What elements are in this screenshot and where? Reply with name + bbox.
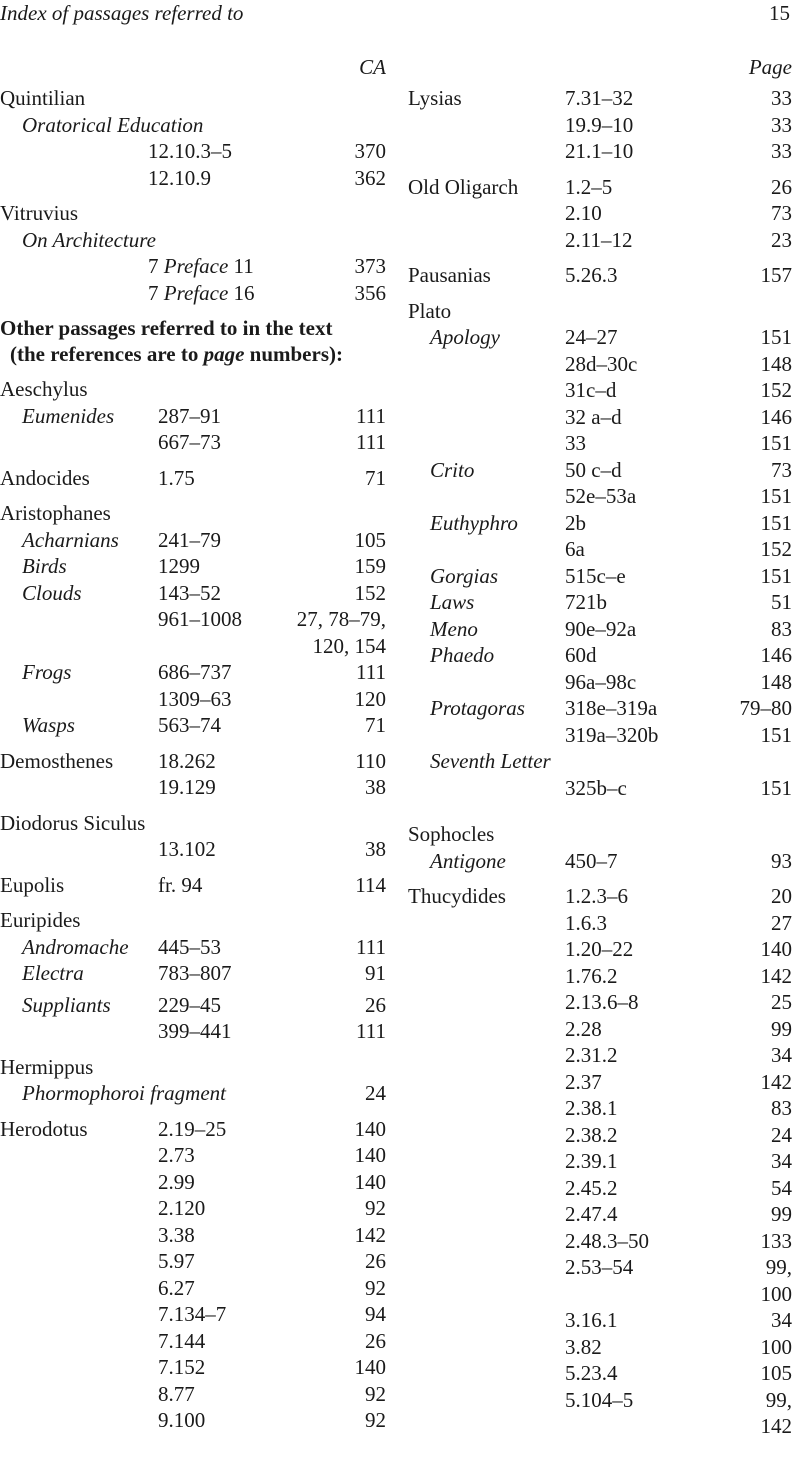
passage-ref: 12.10.9 <box>148 165 211 190</box>
passage-ref: 24–27 <box>565 325 618 349</box>
page-ref: 140 <box>354 1143 386 1167</box>
page-ref: 27 <box>771 910 792 935</box>
page-ref: 26 <box>365 992 386 1017</box>
page-ref: 111 <box>356 1019 386 1043</box>
passage-ref: 2.37 <box>565 1069 602 1094</box>
index-row <box>0 1222 386 1249</box>
work-title: Oratorical Education <box>22 112 204 137</box>
author-name: Lysias <box>408 86 462 110</box>
page-ref: 151 <box>760 431 792 455</box>
author-name: Plato <box>408 298 452 323</box>
index-row <box>408 510 792 537</box>
page-ref: 99, <box>765 1255 792 1279</box>
index-row <box>408 848 792 875</box>
page-ref: 148 <box>760 669 792 694</box>
author-name: Old Oligarch <box>408 174 519 199</box>
index-row <box>0 1142 386 1169</box>
work-title: On Architecture <box>22 227 156 252</box>
index-row <box>408 536 792 563</box>
index-entry-hermippus <box>0 1054 386 1107</box>
index-entry-andocides <box>0 465 386 492</box>
work-title: Crito <box>430 457 475 482</box>
passage-ref: 31c–d <box>565 378 617 402</box>
page-ref: 92 <box>365 1196 386 1220</box>
passage-ref: 96a–98c <box>565 669 637 694</box>
passage-ref: 1299 <box>158 554 200 578</box>
index-row <box>0 1169 386 1196</box>
passage-ref: 52e–53a <box>565 484 637 508</box>
page-ref: 73 <box>771 201 792 225</box>
index-row <box>0 1116 386 1143</box>
passage-ref: 19.129 <box>158 775 216 799</box>
passage-ref: 7 Preface 16 <box>148 280 255 305</box>
page-ref: 140 <box>354 1169 386 1194</box>
page-ref: 92 <box>365 1275 386 1300</box>
page-ref: 133 <box>760 1228 792 1253</box>
index-row <box>408 589 792 616</box>
passage-ref: 318e–319a <box>565 696 658 720</box>
passage-ref: 7.144 <box>158 1328 206 1353</box>
author-name: Hermippus <box>0 1054 94 1079</box>
page-ref: 146 <box>760 643 792 667</box>
page-ref: 93 <box>771 848 792 873</box>
passage-ref: 7.31–32 <box>565 86 634 110</box>
index-row <box>408 138 792 165</box>
page-ref: 25 <box>771 990 792 1014</box>
index-row <box>0 1407 386 1434</box>
page-ref: 148 <box>760 351 792 376</box>
author-name: Demosthenes <box>0 748 114 773</box>
index-row <box>408 821 792 848</box>
index-row <box>408 748 792 775</box>
passage-ref: 563–74 <box>158 713 221 737</box>
index-entry-plato <box>408 298 792 802</box>
page-ref: 140 <box>760 937 792 961</box>
passage-ref: 21.1–10 <box>565 139 634 163</box>
work-title: Protagoras <box>430 696 525 720</box>
page-ref: 140 <box>354 1355 386 1379</box>
passage-ref: 18.262 <box>158 748 216 773</box>
index-row <box>408 1122 792 1149</box>
passage-ref: 2.10 <box>565 201 602 225</box>
section-note: Other passages referred to in the text (the references are to page numbers): <box>0 316 343 366</box>
page-ref: 159 <box>354 554 386 578</box>
left-index-column <box>0 54 386 1443</box>
passage-ref: 2.19–25 <box>158 1116 227 1141</box>
passage-ref: 33 <box>565 431 586 455</box>
index-row <box>0 1275 386 1302</box>
passage-ref: 5.104–5 <box>565 1387 634 1412</box>
passage-ref: 961–1008 <box>158 607 242 631</box>
index-entry-quintilian <box>0 85 386 191</box>
index-row <box>408 1334 792 1361</box>
passage-ref: 1.2–5 <box>565 174 613 199</box>
index-row <box>0 1381 386 1408</box>
index-row <box>408 1387 792 1414</box>
index-row <box>408 1095 792 1122</box>
index-row <box>0 1354 386 1381</box>
page-ref: 152 <box>760 537 792 561</box>
index-entry-vitruvius <box>0 200 386 306</box>
index-entry-old-oligarch <box>408 174 792 254</box>
page-ref: 157 <box>760 263 792 287</box>
index-row <box>408 989 792 1016</box>
passage-ref: 2.73 <box>158 1143 195 1167</box>
index-row <box>408 722 792 749</box>
page-ref: 34 <box>771 1149 792 1173</box>
page-ref: 105 <box>760 1361 792 1385</box>
index-row <box>408 1413 792 1440</box>
passage-ref: 3.38 <box>158 1222 195 1247</box>
passage-ref: 2b <box>565 510 586 535</box>
author-name: Thucydides <box>408 884 506 908</box>
passage-ref: 1.76.2 <box>565 963 618 988</box>
page-ref: 99 <box>771 1016 792 1041</box>
author-name: Eupolis <box>0 872 65 897</box>
column-heading-ca: CA <box>359 55 386 79</box>
index-row <box>408 883 792 910</box>
work-title: Acharnians <box>22 527 119 552</box>
index-row <box>408 695 792 722</box>
index-entry-pausanias <box>408 262 792 289</box>
passage-ref: 241–79 <box>158 527 221 552</box>
index-row <box>408 1042 792 1069</box>
author-name: Andocides <box>0 465 90 490</box>
index-row <box>408 1360 792 1387</box>
work-title: Euthyphro <box>430 510 518 535</box>
passage-ref: 1309–63 <box>158 686 232 711</box>
passage-ref: 32 a–d <box>565 404 622 429</box>
index-row <box>408 563 792 590</box>
page-number: 15 <box>769 1 790 25</box>
index-entry-sophocles <box>408 821 792 874</box>
page-ref: 27, 78–79, <box>296 607 386 631</box>
page-ref: 26 <box>771 174 792 199</box>
page-ref: 120 <box>354 686 386 711</box>
index-entry-demosthenes <box>0 748 386 801</box>
index-row <box>408 936 792 963</box>
page-ref: 92 <box>365 1408 386 1432</box>
index-entry-diodorus-siculus <box>0 810 386 863</box>
work-title: Antigone <box>430 848 506 873</box>
index-entry-aristophanes <box>0 500 386 739</box>
passage-ref: 5.97 <box>158 1249 195 1273</box>
work-title: Birds <box>22 554 67 578</box>
work-title: Suppliants <box>22 992 111 1017</box>
right-index-column <box>408 54 792 1449</box>
author-name: Aristophanes <box>0 501 111 525</box>
page-ref: 110 <box>355 748 386 773</box>
page-ref: 79–80 <box>739 696 792 720</box>
passage-ref: 2.53–54 <box>565 1255 634 1279</box>
page-ref: 71 <box>365 465 386 490</box>
index-row <box>408 1307 792 1334</box>
work-title: Wasps <box>22 713 75 737</box>
page-ref: 100 <box>760 1334 792 1359</box>
passage-ref: 450–7 <box>565 848 618 873</box>
passage-ref: 90e–92a <box>565 616 637 641</box>
index-row <box>408 430 792 457</box>
passage-ref: 50 c–d <box>565 457 622 482</box>
index-row <box>408 174 792 201</box>
index-row <box>408 483 792 510</box>
work-title: Seventh Letter <box>430 749 551 773</box>
page-ref: 151 <box>760 325 792 349</box>
work-title: Phormophoroi fragment <box>22 1081 226 1105</box>
page-ref: 94 <box>365 1302 386 1326</box>
page-ref: 114 <box>355 872 386 897</box>
author-name: Herodotus <box>0 1116 88 1141</box>
page-ref: 99, <box>765 1387 792 1412</box>
passage-ref: 60d <box>565 643 597 667</box>
passage-ref: 445–53 <box>158 934 221 959</box>
page-ref: 34 <box>771 1308 792 1332</box>
passage-ref: 325b–c <box>565 775 627 800</box>
page-ref: 142 <box>354 1222 386 1247</box>
index-row <box>0 1195 386 1222</box>
page-ref: 38 <box>365 837 386 861</box>
passage-ref: 6a <box>565 537 585 561</box>
index-row <box>0 1328 386 1355</box>
index-row <box>408 351 792 378</box>
passage-ref: 2.48.3–50 <box>565 1228 649 1253</box>
passage-ref: 6.27 <box>158 1275 195 1300</box>
passage-ref: 1.20–22 <box>565 937 634 961</box>
author-name: Pausanias <box>408 263 491 287</box>
passage-ref: 9.100 <box>158 1408 206 1432</box>
index-row <box>408 377 792 404</box>
page-ref: 151 <box>760 775 792 800</box>
page-ref: 20 <box>771 884 792 908</box>
page-ref: 105 <box>354 527 386 552</box>
passage-ref: 7.134–7 <box>158 1302 227 1326</box>
author-name: Aeschylus <box>0 377 88 401</box>
page-ref: 23 <box>771 227 792 252</box>
passage-ref: 399–441 <box>158 1019 232 1043</box>
work-title: Laws <box>430 590 475 614</box>
work-title: Frogs <box>22 660 72 684</box>
page-ref: 83 <box>771 616 792 641</box>
passage-ref: 3.16.1 <box>565 1308 618 1332</box>
index-entry-lysias <box>408 85 792 165</box>
work-title: Phaedo <box>430 643 495 667</box>
work-title: Gorgias <box>430 563 499 588</box>
page-ref: 142 <box>760 1414 792 1438</box>
index-row <box>408 1016 792 1043</box>
page-ref: 111 <box>356 660 386 684</box>
passage-ref: 5.23.4 <box>565 1361 618 1385</box>
page-ref: 24 <box>771 1122 792 1147</box>
passage-ref: 1.75 <box>158 465 195 490</box>
passage-ref: 28d–30c <box>565 351 638 376</box>
index-row <box>408 1148 792 1175</box>
page-ref: 151 <box>760 510 792 535</box>
index-entry-herodotus <box>0 1116 386 1434</box>
passage-ref: 2.47.4 <box>565 1202 618 1226</box>
work-title: Andromache <box>22 934 129 959</box>
index-entry-euripides <box>0 907 386 1045</box>
passage-ref: 667–73 <box>158 430 221 454</box>
page-ref: 38 <box>365 775 386 799</box>
passage-ref: 721b <box>565 590 607 614</box>
passage-ref: 2.45.2 <box>565 1175 618 1200</box>
passage-ref: 143–52 <box>158 580 221 605</box>
work-title: Clouds <box>22 580 82 605</box>
page-ref: 152 <box>760 378 792 402</box>
page-ref: 26 <box>365 1328 386 1353</box>
index-row <box>408 262 792 289</box>
passage-ref: 8.77 <box>158 1381 195 1406</box>
index-row <box>408 963 792 990</box>
passage-ref: 2.38.2 <box>565 1122 618 1147</box>
index-row <box>408 1228 792 1255</box>
page-ref: 24 <box>365 1081 386 1105</box>
running-header-title: Index of passages referred to <box>0 1 244 25</box>
passage-ref: 319a–320b <box>565 722 659 747</box>
column-heading-page: Page <box>748 55 792 79</box>
passage-ref: 1.2.3–6 <box>565 884 628 908</box>
passage-ref: 2.120 <box>158 1196 206 1220</box>
author-name: Vitruvius <box>0 201 79 225</box>
author-name: Diodorus Siculus <box>0 810 146 835</box>
page-ref: 71 <box>365 713 386 737</box>
passage-ref: 7 Preface 11 <box>148 254 254 278</box>
author-name: Sophocles <box>408 822 495 846</box>
index-entry-aeschylus <box>0 376 386 456</box>
passage-ref: 13.102 <box>158 837 216 861</box>
index-row <box>408 1254 792 1281</box>
page-ref: 142 <box>760 1069 792 1094</box>
passage-ref: 229–45 <box>158 992 221 1017</box>
passage-ref: 515c–e <box>565 563 626 588</box>
passage-ref: fr. 94 <box>158 872 203 897</box>
page-ref: 92 <box>365 1381 386 1406</box>
index-entry-thucydides <box>408 883 792 1440</box>
index-row <box>408 775 792 802</box>
index-row <box>408 1069 792 1096</box>
page-ref: 33 <box>771 139 792 163</box>
index-row <box>408 1175 792 1202</box>
index-row <box>408 1281 792 1308</box>
page-ref: 151 <box>760 484 792 508</box>
page-ref: 100 <box>760 1281 792 1306</box>
page-ref: 120, 154 <box>312 633 386 658</box>
index-row <box>408 669 792 696</box>
page-ref: 151 <box>760 563 792 588</box>
page-ref: 370 <box>354 139 386 163</box>
index-row <box>0 1248 386 1275</box>
passage-ref: 783–807 <box>158 961 232 985</box>
index-row <box>0 1301 386 1328</box>
passage-ref: 19.9–10 <box>565 112 634 137</box>
passage-ref: 2.11–12 <box>565 227 633 252</box>
passage-ref: 287–91 <box>158 403 221 428</box>
page-ref: 111 <box>356 403 386 428</box>
page-ref: 34 <box>771 1043 792 1067</box>
page-ref: 151 <box>760 722 792 747</box>
page-ref: 51 <box>771 590 792 614</box>
page-ref: 142 <box>760 963 792 988</box>
passage-ref: 2.39.1 <box>565 1149 618 1173</box>
work-title: Apology <box>430 325 500 349</box>
page-ref: 33 <box>771 112 792 137</box>
page-ref: 111 <box>356 430 386 454</box>
passage-ref: 686–737 <box>158 660 232 684</box>
index-row <box>408 457 792 484</box>
author-name: Euripides <box>0 908 81 932</box>
page-ref: 140 <box>354 1116 386 1141</box>
page-ref: 99 <box>771 1202 792 1226</box>
work-title: Electra <box>22 961 84 985</box>
page-ref: 33 <box>771 86 792 110</box>
work-title: Eumenides <box>22 403 115 428</box>
page-ref: 356 <box>354 280 386 305</box>
index-row <box>408 227 792 254</box>
passage-ref: 1.6.3 <box>565 910 607 935</box>
page-ref: 26 <box>365 1249 386 1273</box>
index-row <box>408 616 792 643</box>
passage-ref: 2.31.2 <box>565 1043 618 1067</box>
index-row <box>408 910 792 937</box>
index-row <box>408 324 792 351</box>
index-row <box>408 642 792 669</box>
page-ref: 373 <box>354 254 386 278</box>
page-ref: 152 <box>354 580 386 605</box>
index-row <box>408 112 792 139</box>
index-row <box>408 404 792 431</box>
page-ref: 362 <box>354 165 386 190</box>
passage-ref: 3.82 <box>565 1334 602 1359</box>
passage-ref: 12.10.3–5 <box>148 139 232 163</box>
author-name: Quintilian <box>0 86 86 110</box>
passage-ref: 2.28 <box>565 1016 602 1041</box>
page-ref: 73 <box>771 457 792 482</box>
index-row <box>408 298 792 325</box>
page-ref: 146 <box>760 404 792 429</box>
index-row <box>408 85 792 112</box>
passage-ref: 2.38.1 <box>565 1096 618 1120</box>
page-ref: 91 <box>365 961 386 985</box>
passage-ref: 2.13.6–8 <box>565 990 639 1014</box>
passage-ref: 7.152 <box>158 1355 206 1379</box>
passage-ref: 2.99 <box>158 1169 195 1194</box>
index-entry-eupolis <box>0 872 386 899</box>
work-title: Meno <box>430 616 478 641</box>
page-ref: 83 <box>771 1096 792 1120</box>
index-row <box>408 200 792 227</box>
index-row <box>408 1201 792 1228</box>
page-ref: 54 <box>771 1175 792 1200</box>
passage-ref: 5.26.3 <box>565 263 618 287</box>
page-ref: 111 <box>356 934 386 959</box>
